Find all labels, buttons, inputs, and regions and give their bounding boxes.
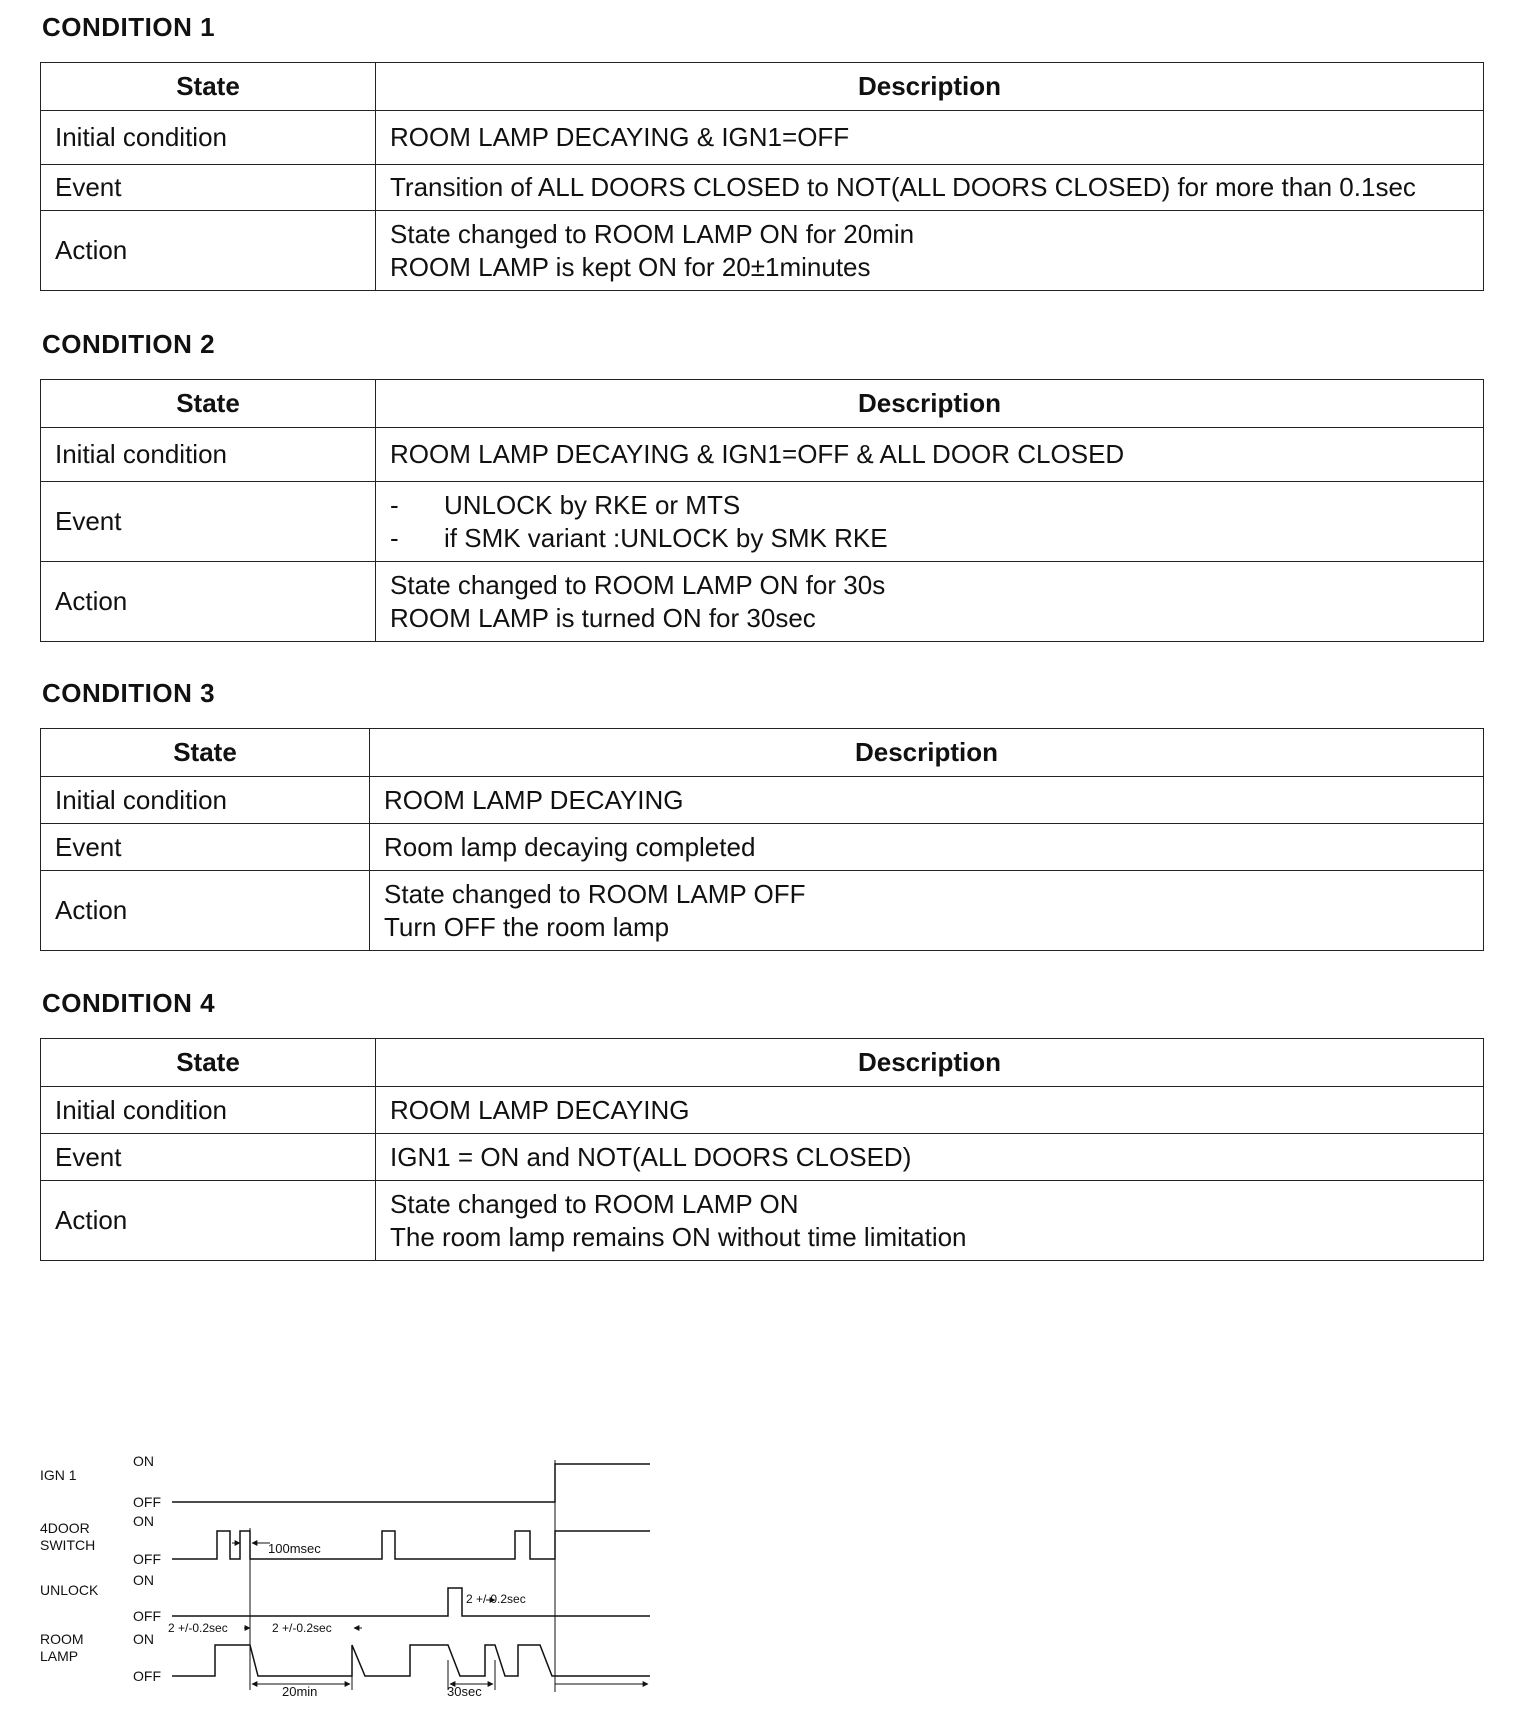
off-label: OFF (133, 1608, 161, 1624)
description-line: UNLOCK by RKE or MTS (444, 489, 741, 520)
description-line: State changed to ROOM LAMP ON for 30s (390, 569, 886, 600)
description-line: Turn OFF the room lamp (384, 911, 670, 942)
description-cell (376, 1087, 1484, 1134)
description-line: ROOM LAMP DECAYING & IGN1=OFF (390, 122, 850, 152)
table-row (41, 1181, 1484, 1261)
state-header: State (41, 729, 370, 777)
state-cell: Initial condition (41, 1087, 376, 1134)
state-header: State (41, 1039, 376, 1087)
on-label: ON (133, 1572, 154, 1588)
description-line: if SMK variant :UNLOCK by SMK RKE (444, 522, 888, 553)
signal-label: LAMP (40, 1648, 79, 1664)
signal-label: UNLOCK (40, 1582, 99, 1598)
state-cell: Action (41, 1181, 376, 1261)
table-row (41, 211, 1484, 291)
description-cell (376, 111, 1484, 165)
description-line: Transition of ALL DOORS CLOSED to NOT(ALL DOORS CLOSED) for more than 0.1sec (390, 172, 1416, 202)
debounce-annotation: 100msec (268, 1541, 321, 1556)
description-line: ROOM LAMP is kept ON for 20±1minutes (390, 251, 871, 282)
on-label: ON (133, 1453, 154, 1469)
table-row (41, 824, 1484, 871)
description-line: Room lamp decaying completed (384, 831, 756, 862)
duration-annotation: 30sec (447, 1684, 482, 1699)
unlock-waveform (172, 1588, 650, 1616)
description-header: Description (376, 380, 1484, 428)
room-lamp-waveform (172, 1645, 650, 1676)
state-cell: Event (41, 482, 376, 562)
signal-label: ROOM (40, 1631, 84, 1647)
description-header: Description (370, 729, 1484, 777)
bullet-item (390, 489, 1469, 522)
condition-2-title: CONDITION 2 (42, 329, 216, 359)
state-cell: Initial condition (41, 428, 376, 482)
description-header: Description (376, 1039, 1484, 1087)
condition-1-title: CONDITION 1 (42, 12, 216, 42)
off-label: OFF (133, 1494, 161, 1510)
state-cell: Action (41, 211, 376, 291)
condition-2-table (40, 379, 1484, 642)
condition-4-table (40, 1038, 1484, 1261)
description-cell (376, 211, 1484, 291)
description-cell (376, 165, 1484, 211)
on-label: ON (133, 1513, 154, 1529)
table-row (41, 777, 1484, 824)
condition-1-table (40, 62, 1484, 291)
condition-4-title: CONDITION 4 (42, 988, 216, 1018)
table-row (41, 1087, 1484, 1134)
table-row (41, 428, 1484, 482)
table-row (41, 111, 1484, 165)
on-label: ON (133, 1631, 154, 1647)
bullet-item (390, 522, 1469, 555)
description-header: Description (376, 63, 1484, 111)
bullet-dash: - (390, 522, 399, 553)
description-line: State changed to ROOM LAMP ON for 20min (390, 218, 915, 249)
decay-time-annotation: 2 +/-0.2sec (168, 1621, 228, 1635)
table-header-row (41, 63, 1484, 111)
table-row (41, 165, 1484, 211)
signal-label: IGN 1 (40, 1467, 77, 1483)
ign1-waveform (172, 1464, 650, 1502)
description-line: ROOM LAMP is turned ON for 30sec (390, 602, 816, 633)
state-cell: Event (41, 165, 376, 211)
description-line: ROOM LAMP DECAYING (390, 1094, 690, 1125)
description-cell (376, 562, 1484, 642)
table-header-row (41, 729, 1484, 777)
state-cell: Initial condition (41, 777, 370, 824)
condition-3-title: CONDITION 3 (42, 678, 216, 708)
state-cell: Action (41, 871, 370, 951)
condition-3-table (40, 728, 1484, 951)
description-cell (376, 1181, 1484, 1261)
description-line: IGN1 = ON and NOT(ALL DOORS CLOSED) (390, 1141, 912, 1172)
description-line: State changed to ROOM LAMP OFF (384, 878, 806, 909)
state-cell: Event (41, 1134, 376, 1181)
off-label: OFF (133, 1668, 161, 1684)
table-row (41, 1134, 1484, 1181)
state-header: State (41, 63, 376, 111)
signal-label: SWITCH (40, 1537, 96, 1553)
table-row (41, 871, 1484, 951)
table-row (41, 482, 1484, 562)
table-header-row (41, 380, 1484, 428)
state-cell: Initial condition (41, 111, 376, 165)
description-cell (370, 871, 1484, 951)
description-line: ROOM LAMP DECAYING & IGN1=OFF & ALL DOOR CLOSED (390, 439, 1125, 469)
state-cell: Event (41, 824, 370, 871)
door-switch-waveform (172, 1531, 650, 1559)
description-cell (376, 482, 1484, 562)
description-cell (376, 428, 1484, 482)
state-header: State (41, 380, 376, 428)
table-header-row (41, 1039, 1484, 1087)
timing-diagram (0, 1440, 700, 1710)
bullet-dash: - (390, 489, 399, 520)
off-label: OFF (133, 1551, 161, 1567)
table-row (41, 562, 1484, 642)
signal-label: 4DOOR (40, 1520, 90, 1536)
description-line: ROOM LAMP DECAYING (384, 784, 684, 815)
description-cell (370, 777, 1484, 824)
decay-time-annotation: 2 +/-0.2sec (466, 1592, 526, 1606)
description-cell (376, 1134, 1484, 1181)
duration-annotation: 20min (282, 1684, 318, 1699)
description-cell (370, 824, 1484, 871)
state-cell: Action (41, 562, 376, 642)
description-line: State changed to ROOM LAMP ON (390, 1188, 799, 1219)
description-line: The room lamp remains ON without time limitation (390, 1221, 967, 1252)
decay-time-annotation: 2 +/-0.2sec (272, 1621, 332, 1635)
